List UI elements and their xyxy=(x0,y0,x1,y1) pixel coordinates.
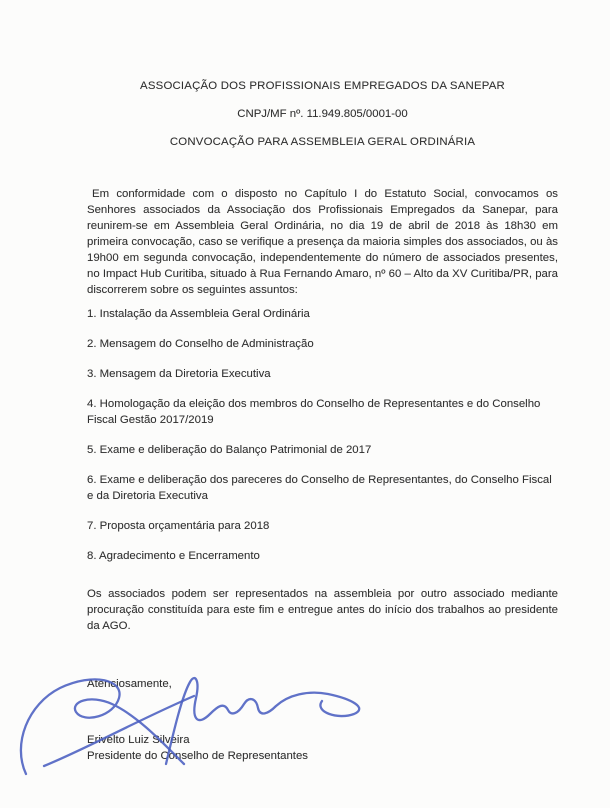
agenda-list xyxy=(87,306,558,564)
agenda-item-5: 5. Exame e deliberação do Balanço Patrimonial de 2017 xyxy=(87,444,372,456)
closing-paragraph: Os associados podem ser representados na assembleia por outro associado mediante procuração constituída para este fim e entregue antes do início dos trabalhos ao presidente da AGO. xyxy=(87,588,558,632)
valediction: Atenciosamente, xyxy=(87,678,172,690)
document-title: CONVOCAÇÃO PARA ASSEMBLEIA GERAL ORDINÁRIA xyxy=(169,136,476,148)
agenda-item-3: 3. Mensagem da Diretoria Executiva xyxy=(87,368,271,380)
organization-name: ASSOCIAÇÃO DOS PROFISSIONAIS EMPREGADOS DA SANEPAR xyxy=(140,80,505,92)
agenda-item-4: 4. Homologação da eleição dos membros do Conselho de Representantes e do Conselho Fiscal Gestão 2017/2019 xyxy=(87,398,541,426)
signatory-name: Erivelto Luiz Silveira xyxy=(87,734,190,746)
agenda-item-1: 1. Instalação da Assembleia Geral Ordinária xyxy=(87,308,310,320)
agenda-item-6: 6. Exame e deliberação dos pareceres do Conselho de Representantes, do Conselho Fiscal e da Diretoria Executiva xyxy=(87,474,552,502)
cnpj-line: CNPJ/MF nº. 11.949.805/0001-00 xyxy=(237,108,408,120)
agenda-item-7: 7. Proposta orçamentária para 2018 xyxy=(87,520,270,532)
agenda-item-2: 2. Mensagem do Conselho de Administração xyxy=(87,338,314,350)
signatory-role: Presidente do Conselho de Representantes xyxy=(87,750,308,762)
signature-block xyxy=(87,732,558,764)
intro-paragraph: Em conformidade com o disposto no Capítulo I do Estatuto Social, convocamos os Senhores associados da Associação dos Profissionais Empregados da Sanepar, para reunirem-se em Assembleia Geral Ordinária, no dia 19 de abril de 2018 às 18h30 em primeira convocação, caso se verifique a presença da maioria simples dos associados, ou às 19h00 em segunda convocação, independentemente do número de associados presentes, no Impact Hub Curitiba, situado à Rua Fernando Amaro, nº 60 – Alto da XV Curitiba/PR, para discorrerem sobre os seguintes assuntos: xyxy=(87,188,558,296)
agenda-item-8: 8. Agradecimento e Encerramento xyxy=(87,550,260,562)
